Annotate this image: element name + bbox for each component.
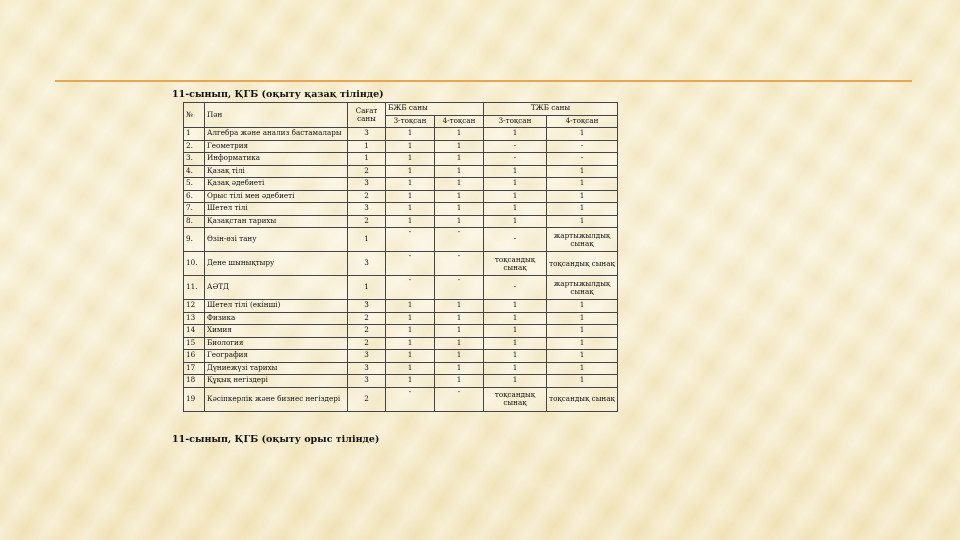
row-subject: География (205, 350, 348, 363)
row-number: 13 (184, 312, 205, 325)
row-bjb-q4: 1 (435, 140, 484, 153)
row-bjb-q3: 1 (386, 375, 435, 388)
table-row (184, 165, 618, 178)
row-hours: 3 (348, 375, 386, 388)
row-number: 1 (184, 128, 205, 141)
table-row (184, 300, 618, 313)
row-tjb-q3: 1 (484, 312, 547, 325)
row-bjb-q3: 1 (386, 337, 435, 350)
row-subject: Биология (205, 337, 348, 350)
row-subject: Құқық негіздері (205, 375, 348, 388)
row-tjb-q3: - (484, 228, 547, 252)
row-tjb-q3: 1 (484, 215, 547, 228)
table-row (184, 203, 618, 216)
row-bjb-q3: 1 (386, 350, 435, 363)
header-subject: Пән (205, 103, 348, 128)
row-bjb-q3: 1 (386, 153, 435, 166)
row-hours: 3 (348, 203, 386, 216)
row-tjb-q4: - (547, 153, 618, 166)
row-subject: Шетел тілі (екінші) (205, 300, 348, 313)
row-bjb-q4: 1 (435, 300, 484, 313)
row-bjb-q3: 1 (386, 325, 435, 338)
row-bjb-q4: - (435, 228, 484, 252)
row-subject: Қазақстан тарихы (205, 215, 348, 228)
row-tjb-q4: 1 (547, 350, 618, 363)
row-subject: Химия (205, 325, 348, 338)
row-tjb-q4: 1 (547, 128, 618, 141)
table-title-russian: 11-сынып, ҚГБ (оқыту орыс тілінде) (172, 434, 380, 445)
row-number: 12 (184, 300, 205, 313)
row-tjb-q4: 1 (547, 300, 618, 313)
row-bjb-q3: 1 (386, 203, 435, 216)
row-hours: 2 (348, 190, 386, 203)
row-bjb-q4: - (435, 276, 484, 300)
header-num: № (184, 103, 205, 128)
row-tjb-q4: 1 (547, 325, 618, 338)
row-bjb-q3: 1 (386, 190, 435, 203)
row-number: 6. (184, 190, 205, 203)
row-hours: 2 (348, 215, 386, 228)
row-hours: 2 (348, 325, 386, 338)
row-bjb-q3: 1 (386, 128, 435, 141)
row-number: 11. (184, 276, 205, 300)
row-subject: Дүниежүзі тарихы (205, 362, 348, 375)
table-row (184, 362, 618, 375)
table-row (184, 178, 618, 191)
row-subject: Дене шынықтыру (205, 252, 348, 276)
row-bjb-q4: 1 (435, 128, 484, 141)
table-row (184, 387, 618, 411)
row-number: 15 (184, 337, 205, 350)
row-tjb-q4: 1 (547, 375, 618, 388)
row-tjb-q3: - (484, 140, 547, 153)
row-bjb-q3: 1 (386, 140, 435, 153)
row-bjb-q4: 1 (435, 178, 484, 191)
row-number: 5. (184, 178, 205, 191)
row-tjb-q4: жартыжылдық сынақ (547, 276, 618, 300)
row-number: 19 (184, 387, 205, 411)
row-bjb-q4: - (435, 252, 484, 276)
row-subject: Информатика (205, 153, 348, 166)
row-bjb-q3: - (386, 276, 435, 300)
row-number: 3. (184, 153, 205, 166)
row-hours: 2 (348, 337, 386, 350)
row-hours: 3 (348, 300, 386, 313)
row-bjb-q4: - (435, 387, 484, 411)
row-hours: 3 (348, 362, 386, 375)
table-row (184, 312, 618, 325)
row-bjb-q4: 1 (435, 375, 484, 388)
row-number: 18 (184, 375, 205, 388)
row-tjb-q3: 1 (484, 203, 547, 216)
row-hours: 1 (348, 276, 386, 300)
row-hours: 3 (348, 350, 386, 363)
row-tjb-q3: 1 (484, 190, 547, 203)
row-tjb-q4: жартыжылдық сынақ (547, 228, 618, 252)
row-bjb-q4: 1 (435, 325, 484, 338)
row-number: 14 (184, 325, 205, 338)
table-row (184, 325, 618, 338)
row-tjb-q4: 1 (547, 203, 618, 216)
row-subject: Алгебра және анализ бастамалары (205, 128, 348, 141)
row-bjb-q4: 1 (435, 337, 484, 350)
header-bjb-q4: 4-тоқсан (435, 115, 484, 128)
row-tjb-q4: 1 (547, 362, 618, 375)
row-tjb-q4: 1 (547, 215, 618, 228)
row-bjb-q3: - (386, 228, 435, 252)
row-bjb-q4: 1 (435, 190, 484, 203)
row-number: 17 (184, 362, 205, 375)
row-hours: 3 (348, 252, 386, 276)
table-row (184, 215, 618, 228)
row-tjb-q3: 1 (484, 165, 547, 178)
table-row (184, 153, 618, 166)
table-row (184, 375, 618, 388)
table-row (184, 128, 618, 141)
row-bjb-q4: 1 (435, 203, 484, 216)
row-tjb-q3: 1 (484, 337, 547, 350)
row-subject: Қазақ тілі (205, 165, 348, 178)
row-tjb-q4: тоқсандық сынақ (547, 387, 618, 411)
header-tjb: ТЖБ саны (484, 103, 618, 116)
row-number: 2. (184, 140, 205, 153)
row-tjb-q4: 1 (547, 165, 618, 178)
row-subject: Орыс тілі мен әдебиеті (205, 190, 348, 203)
row-number: 9. (184, 228, 205, 252)
row-bjb-q3: 1 (386, 165, 435, 178)
table-row (184, 228, 618, 252)
row-hours: 3 (348, 178, 386, 191)
row-number: 8. (184, 215, 205, 228)
row-bjb-q3: 1 (386, 178, 435, 191)
row-tjb-q3: 1 (484, 300, 547, 313)
row-subject: АӘТД (205, 276, 348, 300)
row-tjb-q4: - (547, 140, 618, 153)
row-bjb-q3: - (386, 387, 435, 411)
row-subject: Қазақ әдебиеті (205, 178, 348, 191)
row-hours: 2 (348, 165, 386, 178)
row-bjb-q3: 1 (386, 300, 435, 313)
row-subject: Физика (205, 312, 348, 325)
row-tjb-q3: 1 (484, 362, 547, 375)
row-tjb-q3: 1 (484, 178, 547, 191)
row-subject: Кәсіпкерлік және бизнес негіздері (205, 387, 348, 411)
row-hours: 2 (348, 312, 386, 325)
assessment-table (183, 102, 618, 412)
row-tjb-q3: 1 (484, 128, 547, 141)
table-header-row (184, 103, 618, 116)
row-tjb-q4: 1 (547, 178, 618, 191)
row-tjb-q3: 1 (484, 325, 547, 338)
row-tjb-q3: 1 (484, 350, 547, 363)
table-row (184, 252, 618, 276)
table-row (184, 140, 618, 153)
row-hours: 1 (348, 153, 386, 166)
header-tjb-q3: 3-тоқсан (484, 115, 547, 128)
row-bjb-q4: 1 (435, 153, 484, 166)
row-number: 4. (184, 165, 205, 178)
row-bjb-q3: 1 (386, 215, 435, 228)
row-hours: 2 (348, 387, 386, 411)
table-title-kazakh: 11-сынып, ҚГБ (оқыту қазақ тілінде) (172, 89, 384, 100)
header-bjb-q3: 3-тоқсан (386, 115, 435, 128)
row-hours: 3 (348, 128, 386, 141)
row-hours: 1 (348, 228, 386, 252)
row-tjb-q3: - (484, 276, 547, 300)
row-bjb-q4: 1 (435, 215, 484, 228)
header-divider (55, 80, 912, 82)
row-tjb-q3: тоқсандық сынақ (484, 252, 547, 276)
row-bjb-q4: 1 (435, 350, 484, 363)
table-row (184, 190, 618, 203)
row-subject: Шетел тілі (205, 203, 348, 216)
row-tjb-q4: 1 (547, 190, 618, 203)
table-row (184, 337, 618, 350)
row-number: 10. (184, 252, 205, 276)
table-row (184, 276, 618, 300)
row-bjb-q3: - (386, 252, 435, 276)
header-tjb-q4: 4-тоқсан (547, 115, 618, 128)
row-tjb-q4: тоқсандық сынақ (547, 252, 618, 276)
header-bjb: БЖБ саны (386, 103, 484, 116)
row-number: 7. (184, 203, 205, 216)
row-bjb-q3: 1 (386, 362, 435, 375)
header-hours: Сағат саны (348, 103, 386, 128)
row-subject: Өзін-өзі тану (205, 228, 348, 252)
table-row (184, 350, 618, 363)
row-bjb-q4: 1 (435, 312, 484, 325)
row-tjb-q3: - (484, 153, 547, 166)
row-bjb-q4: 1 (435, 362, 484, 375)
row-tjb-q3: 1 (484, 375, 547, 388)
row-tjb-q3: тоқсандық сынақ (484, 387, 547, 411)
row-subject: Геометрия (205, 140, 348, 153)
row-bjb-q3: 1 (386, 312, 435, 325)
row-number: 16 (184, 350, 205, 363)
row-hours: 1 (348, 140, 386, 153)
row-tjb-q4: 1 (547, 312, 618, 325)
row-bjb-q4: 1 (435, 165, 484, 178)
row-tjb-q4: 1 (547, 337, 618, 350)
